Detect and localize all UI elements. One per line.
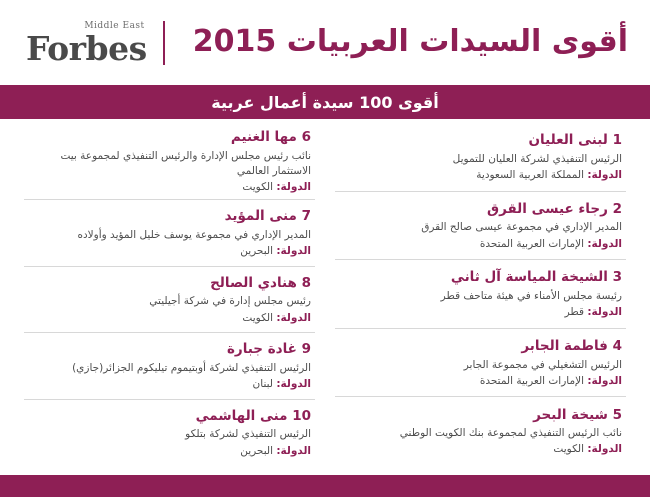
forbes-logo bbox=[26, 20, 161, 68]
brand-supertitle: Middle East bbox=[84, 20, 145, 31]
entry-country bbox=[339, 168, 622, 183]
list-item bbox=[335, 192, 626, 261]
country-label: الدولة: bbox=[276, 444, 311, 457]
list-item bbox=[335, 329, 626, 398]
header-divider bbox=[163, 21, 165, 65]
country-label: الدولة: bbox=[587, 237, 622, 250]
entry-description: المدير الإداري في مجموعة يوسف خليل المؤيد وأولاده bbox=[77, 228, 311, 241]
entry-name: 9 غادة جبارة bbox=[226, 341, 311, 358]
entry-country bbox=[28, 377, 311, 392]
entry-description: الرئيس التنفيذي لشركة أوبتيموم تيليكوم الجزائر(جازي) bbox=[72, 361, 311, 374]
list-item bbox=[24, 123, 315, 200]
entry-name: 8 هنادي الصالح bbox=[210, 274, 311, 291]
entry-name: 5 شيخة البحر bbox=[533, 406, 622, 423]
entry-description: رئيسة مجلس الأمناء في هيئة متاحف قطر bbox=[440, 290, 622, 303]
country-label: الدولة: bbox=[587, 374, 622, 387]
ranking-list bbox=[0, 119, 650, 475]
page-header bbox=[0, 0, 650, 85]
list-item bbox=[24, 400, 315, 465]
list-item bbox=[24, 333, 315, 399]
country-label: الدولة: bbox=[276, 180, 311, 193]
entry-name: 2 رجاء عيسى القرق bbox=[487, 200, 622, 217]
entry-description: الرئيس التنفيذي لشركة العليان للتمويل bbox=[452, 152, 622, 165]
entry-name: 6 مها الغنيم bbox=[230, 129, 311, 145]
country-value: الإمارات العربية المتحدة bbox=[479, 374, 584, 387]
entry-country bbox=[339, 374, 622, 389]
country-label: الدولة: bbox=[587, 443, 622, 456]
country-value: الكويت bbox=[242, 311, 273, 324]
entry-description: نائب رئيس مجلس الإدارة والرئيس التنفيذي لمجموعة بيت الاستثمار العالمي bbox=[60, 149, 311, 177]
entry-name: 10 منى الهاشمي bbox=[195, 407, 311, 424]
entry-country bbox=[28, 311, 311, 326]
country-value: البحرين bbox=[240, 444, 273, 457]
list-item bbox=[335, 123, 626, 192]
list-item bbox=[335, 397, 626, 465]
country-label: الدولة: bbox=[276, 311, 311, 324]
entry-description: نائب الرئيس التنفيذي لمجموعة بنك الكويت الوطني bbox=[399, 427, 622, 440]
footer-band bbox=[0, 475, 650, 497]
entry-country bbox=[339, 237, 622, 252]
entry-description: الرئيس التشغيلي في مجموعة الجابر bbox=[463, 358, 622, 371]
brand-name: Forbes bbox=[26, 28, 147, 68]
page-title: أقوى السيدات العربيات 2015 bbox=[192, 24, 628, 60]
entry-country bbox=[28, 244, 311, 259]
country-value: البحرين bbox=[240, 245, 273, 258]
country-label: الدولة: bbox=[587, 306, 622, 319]
entry-country bbox=[28, 180, 311, 195]
entry-name: 1 لبنى العليان bbox=[528, 132, 622, 149]
entry-country bbox=[339, 442, 622, 457]
ranking-column-left bbox=[14, 123, 325, 465]
country-value: لبنان bbox=[252, 378, 273, 391]
subtitle-text: أقوى 100 سيدة أعمال عربية bbox=[211, 92, 439, 112]
list-item bbox=[335, 260, 626, 329]
list-item bbox=[24, 200, 315, 266]
country-value: الإمارات العربية المتحدة bbox=[479, 237, 584, 250]
list-item bbox=[24, 267, 315, 333]
entry-name: 7 منى المؤيد bbox=[224, 208, 311, 225]
entry-description: رئيس مجلس إدارة في شركة أجيليتي bbox=[149, 295, 311, 308]
country-label: الدولة: bbox=[276, 245, 311, 258]
entry-name: 3 الشيخة المياسة آل ثاني bbox=[450, 269, 622, 286]
country-value: قطر bbox=[564, 306, 584, 319]
country-value: الكويت bbox=[553, 443, 584, 456]
ranking-column-right bbox=[325, 123, 636, 465]
country-label: الدولة: bbox=[587, 169, 622, 182]
country-value: المملكة العربية السعودية bbox=[476, 169, 584, 182]
entry-description: الرئيس التنفيذي لشركة بتلكو bbox=[185, 428, 311, 441]
entry-country bbox=[339, 305, 622, 320]
country-label: الدولة: bbox=[276, 378, 311, 391]
country-value: الكويت bbox=[242, 180, 273, 193]
subtitle-band bbox=[0, 85, 650, 119]
entry-description: المدير الإداري في مجموعة عيسى صالح القرق bbox=[421, 221, 622, 234]
entry-country bbox=[28, 444, 311, 459]
entry-name: 4 فاطمة الجابر bbox=[521, 338, 622, 355]
